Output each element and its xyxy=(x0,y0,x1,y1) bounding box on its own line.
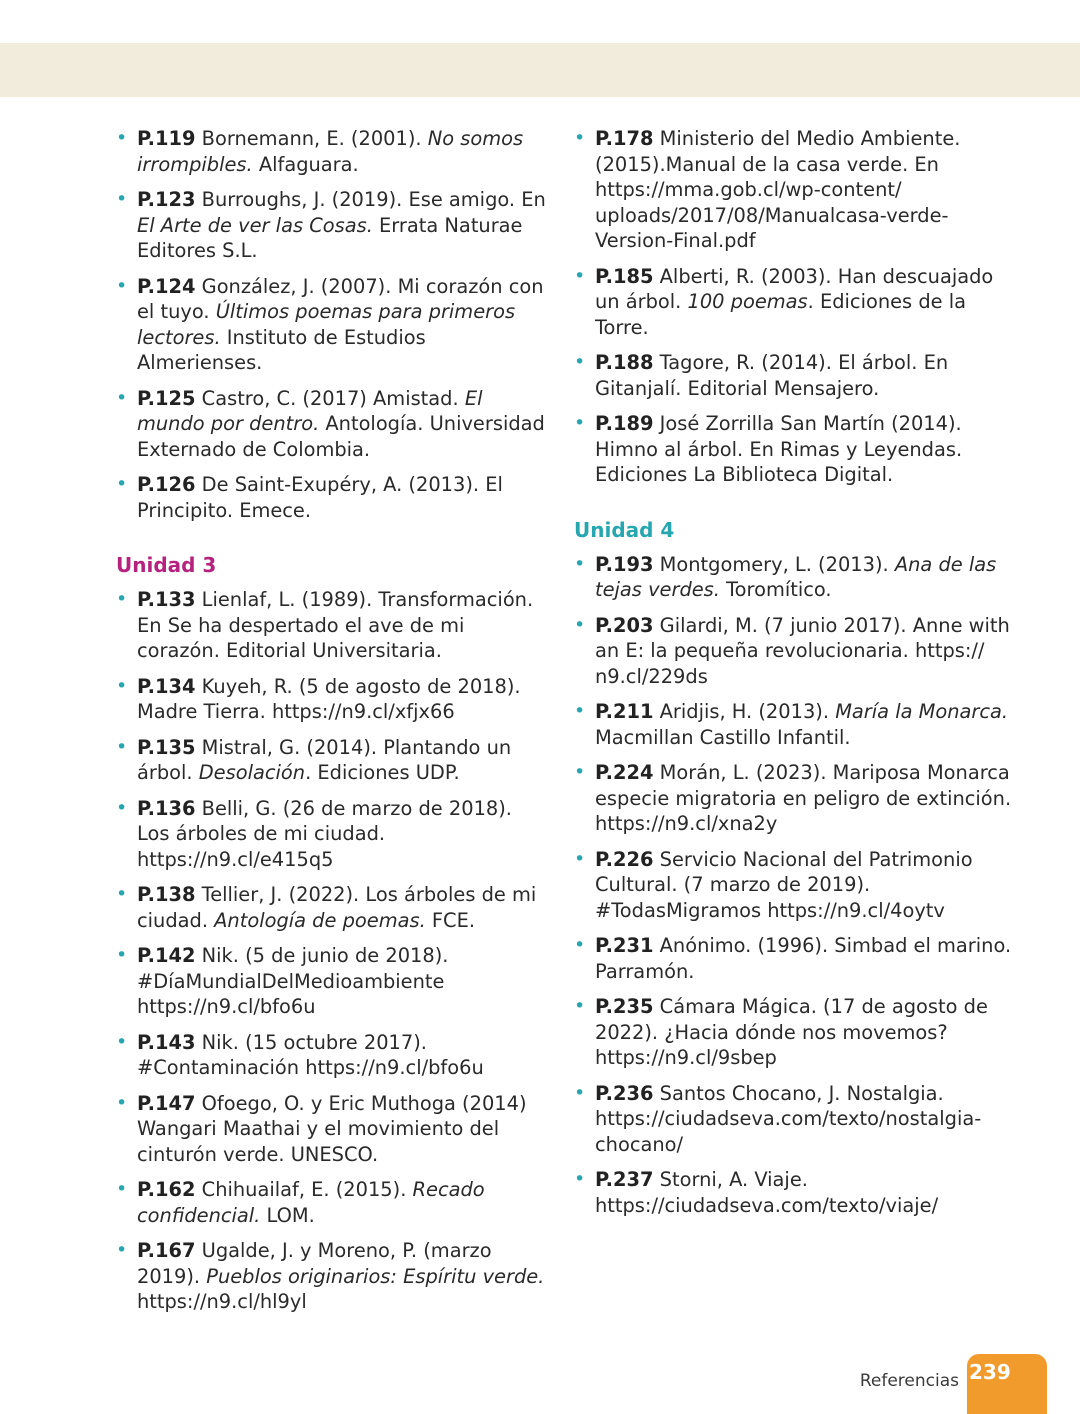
reference-text: FCE. xyxy=(425,908,476,932)
reference-page: P.123 xyxy=(137,188,196,211)
reference-page: P.188 xyxy=(595,351,654,374)
reference-page: P.119 xyxy=(137,127,196,150)
bullet-icon: • xyxy=(116,588,128,610)
bullet-icon: • xyxy=(116,1091,128,1114)
header-band xyxy=(0,43,1080,97)
bullet-icon: • xyxy=(574,847,586,870)
reference-text: Anónimo. (1996). Simbad el marino. Parramón. xyxy=(595,934,1012,983)
reference-text: . Ediciones de la Torre. xyxy=(595,290,966,339)
reference-page: P.178 xyxy=(595,127,654,150)
reference-page: P.162 xyxy=(137,1178,196,1201)
bullet-icon: • xyxy=(116,883,128,905)
reference-title: María la Monarca. xyxy=(835,700,1009,723)
reference-page: P.226 xyxy=(595,847,654,871)
reference-page: P.167 xyxy=(137,1239,196,1262)
reference-text: Belli, G. (26 de marzo de 2018). Los árboles de mi ciudad. https://n9.cl/e415q5 xyxy=(137,796,512,871)
reference-entry xyxy=(116,882,550,933)
bullet-icon: • xyxy=(574,351,586,373)
unit-4-heading: Unidad 4 xyxy=(574,517,675,542)
reference-entry xyxy=(116,472,550,523)
reference-entry xyxy=(116,386,550,463)
reference-text: Morán, L. (2023). Mariposa Monarca especie migratoria en peligro de extinción. https://n9.cl/xna2y xyxy=(595,761,1012,835)
reference-title: Recado confidencial. xyxy=(137,1178,485,1227)
reference-page: P.236 xyxy=(595,1081,654,1105)
bullet-icon: • xyxy=(574,934,586,956)
reference-text: Errata Naturae Editores S.L. xyxy=(137,213,523,262)
reference-page: P.211 xyxy=(595,700,654,723)
reference-text: https://n9.cl/hl9yl xyxy=(137,1290,307,1313)
reference-page: P.235 xyxy=(595,995,654,1018)
reference-entry xyxy=(574,1167,1014,1218)
bullet-icon: • xyxy=(116,735,128,758)
bullet-icon: • xyxy=(116,188,128,210)
bullet-icon: • xyxy=(116,473,128,495)
reference-title: Antología de poemas. xyxy=(214,908,426,932)
reference-text: LOM. xyxy=(260,1203,315,1227)
reference-entry xyxy=(574,847,1014,924)
bullet-icon: • xyxy=(574,127,586,149)
reference-title: Pueblos originarios: Espíritu verde. xyxy=(206,1264,545,1288)
bullet-icon: • xyxy=(116,674,128,697)
reference-page: P.125 xyxy=(137,386,196,410)
reference-text: Gilardi, M. (7 junio 2017). Anne with an E: la pequeña revolucionaria. https:// n9.cl/229ds xyxy=(595,613,1010,688)
reference-page: P.189 xyxy=(595,412,654,435)
reference-entry xyxy=(574,552,1014,603)
reference-text: Ugalde, J. y Moreno, P. (marzo 2019). xyxy=(137,1239,492,1288)
reference-title: 100 poemas xyxy=(687,290,808,313)
reference-page: P.135 xyxy=(137,735,196,759)
reference-list xyxy=(116,126,550,523)
bullet-icon: • xyxy=(574,264,586,287)
reference-entry xyxy=(574,613,1014,690)
bullet-icon: • xyxy=(574,761,586,783)
reference-page: P.147 xyxy=(137,1091,196,1115)
reference-entry xyxy=(574,1081,1014,1158)
reference-text: Antología. Universidad Externado de Colombia. xyxy=(137,412,545,461)
reference-text: Cámara Mágica. (17 de agosto de 2022). ¿Hacia dónde nos movemos? https://n9.cl/9sbep xyxy=(595,995,988,1069)
reference-page: P.231 xyxy=(595,934,654,957)
reference-text: Tagore, R. (2014). El árbol. En Gitanjalí. Editorial Mensajero. xyxy=(595,351,949,400)
bullet-icon: • xyxy=(116,274,128,297)
reference-entry xyxy=(116,274,550,376)
reference-list xyxy=(574,126,1014,488)
reference-text: Macmillan Castillo Infantil. xyxy=(595,725,851,749)
page-number: 239 xyxy=(969,1360,1011,1384)
reference-text: Toromítico. xyxy=(719,578,832,601)
reference-entry xyxy=(574,933,1014,984)
reference-text: Ofoego, O. y Eric Muthoga (2014) Wangari Maathai y el movimiento del cinturón verde. UNESCO. xyxy=(137,1091,527,1166)
reference-text: Aridjis, H. (2013). xyxy=(653,700,836,723)
reference-title: Últimos poemas para primeros lectores. xyxy=(137,300,516,349)
page-footer xyxy=(859,1354,1047,1414)
bullet-icon: • xyxy=(116,1178,128,1200)
reference-page: P.237 xyxy=(595,1168,654,1191)
reference-text: Nik. (5 de junio de 2018). #DíaMundialDelMedioambiente https://n9.cl/bfo6u xyxy=(137,944,449,1018)
reference-text: Nik. (15 octubre 2017). #Contaminación https://n9.cl/bfo6u xyxy=(137,1030,484,1079)
reference-entry xyxy=(574,760,1014,837)
reference-entry xyxy=(574,264,1014,341)
reference-page: P.193 xyxy=(595,552,654,576)
reference-page: P.134 xyxy=(137,674,196,698)
reference-entry xyxy=(116,126,550,177)
reference-page: P.142 xyxy=(137,944,196,967)
reference-page: P.203 xyxy=(595,613,654,637)
reference-entry xyxy=(116,796,550,873)
reference-entry xyxy=(116,735,550,786)
reference-page: P.185 xyxy=(595,264,654,288)
reference-text: Storni, A. Viaje. https://ciudadseva.com/texto/viaje/ xyxy=(595,1168,939,1217)
reference-title: Ana de las tejas verdes. xyxy=(595,552,997,601)
reference-entry xyxy=(116,674,550,725)
reference-page: P.124 xyxy=(137,274,196,298)
reference-page: P.133 xyxy=(137,588,196,611)
reference-entry xyxy=(116,587,550,664)
reference-title: Desolación xyxy=(198,761,306,784)
reference-text: José Zorrilla San Martín (2014). Himno al árbol. En Rimas y Leyendas. Ediciones La Biblioteca Digital. xyxy=(595,412,963,486)
reference-text: Lienlaf, L. (1989). Transformación. En Se ha despertado el ave de mi corazón. Editorial Universitaria. xyxy=(137,588,534,662)
reference-list xyxy=(574,552,1014,1219)
bullet-icon: • xyxy=(116,127,128,149)
bullet-icon: • xyxy=(574,412,586,434)
reference-title: El mundo por dentro. xyxy=(137,386,483,435)
reference-entry xyxy=(116,1177,550,1228)
bullet-icon: • xyxy=(116,796,128,819)
reference-entry xyxy=(574,126,1014,254)
reference-title: No somos irrompibles. xyxy=(137,127,524,176)
bullet-icon: • xyxy=(116,1030,128,1053)
reference-entry xyxy=(574,699,1014,750)
reference-page: P.143 xyxy=(137,1030,196,1054)
unit-3-heading: Unidad 3 xyxy=(116,553,217,577)
reference-text: Bornemann, E. (2001). xyxy=(195,127,428,150)
reference-list xyxy=(116,587,550,1315)
reference-title: El Arte de ver las Cosas. xyxy=(137,213,373,237)
reference-text: Chihuailaf, E. (2015). xyxy=(195,1178,413,1201)
bullet-icon: • xyxy=(574,700,586,722)
footer-label: Referencias xyxy=(859,1371,959,1391)
reference-text: . Ediciones UDP. xyxy=(305,761,460,784)
reference-text: Ministerio del Medio Ambiente. (2015).Manual de la casa verde. En https://mma.gob.cl/wp-content/ uploads/2017/08/Manualcasa-verde-Version-Final.pdf xyxy=(595,127,961,252)
reference-entry xyxy=(116,1238,550,1315)
reference-entry xyxy=(116,187,550,264)
reference-text: Tellier, J. (2022). Los árboles de mi ciudad. xyxy=(137,883,537,932)
reference-text: Burroughs, J. (2019). Ese amigo. En xyxy=(195,188,546,211)
reference-entry xyxy=(116,943,550,1020)
reference-page: P.126 xyxy=(137,473,196,496)
bullet-icon: • xyxy=(574,1168,586,1190)
reference-text: Alfaguara. xyxy=(252,152,359,176)
reference-entry xyxy=(574,994,1014,1071)
reference-text: Santos Chocano, J. Nostalgia. https://ciudadseva.com/texto/nostalgia-chocano/ xyxy=(595,1081,982,1156)
references-column-right xyxy=(574,126,1014,1228)
reference-text: Alberti, R. (2003). Han descuajado un árbol. xyxy=(595,264,994,313)
reference-page: P.136 xyxy=(137,796,196,820)
reference-text: Castro, C. (2017) Amistad. xyxy=(195,386,465,410)
page-number-tab xyxy=(967,1354,1047,1414)
reference-page: P.224 xyxy=(595,761,654,784)
reference-text: Servicio Nacional del Patrimonio Cultural. (7 marzo de 2019). #TodasMigramos https://n9.cl/4oytv xyxy=(595,847,973,922)
reference-page: P.138 xyxy=(137,883,196,906)
reference-entry xyxy=(574,411,1014,488)
bullet-icon: • xyxy=(574,552,586,575)
reference-text: Mistral, G. (2014). Plantando un árbol. xyxy=(137,735,512,784)
bullet-icon: • xyxy=(116,944,128,966)
reference-entry xyxy=(116,1030,550,1081)
reference-text: Instituto de Estudios Almerienses. xyxy=(137,325,426,374)
bullet-icon: • xyxy=(574,1081,586,1104)
bullet-icon: • xyxy=(116,386,128,409)
bullet-icon: • xyxy=(116,1239,128,1261)
reference-text: De Saint-Exupéry, A. (2013). El Principito. Emece. xyxy=(137,473,503,522)
references-column-left xyxy=(116,126,550,1325)
reference-text: González, J. (2007). Mi corazón con el tuyo. xyxy=(137,274,544,323)
bullet-icon: • xyxy=(574,613,586,636)
reference-text: Kuyeh, R. (5 de agosto de 2018). Madre Tierra. https://n9.cl/xfjx66 xyxy=(137,674,521,723)
reference-entry xyxy=(574,350,1014,401)
reference-entry xyxy=(116,1091,550,1168)
reference-text: Montgomery, L. (2013). xyxy=(653,552,895,576)
bullet-icon: • xyxy=(574,995,586,1017)
